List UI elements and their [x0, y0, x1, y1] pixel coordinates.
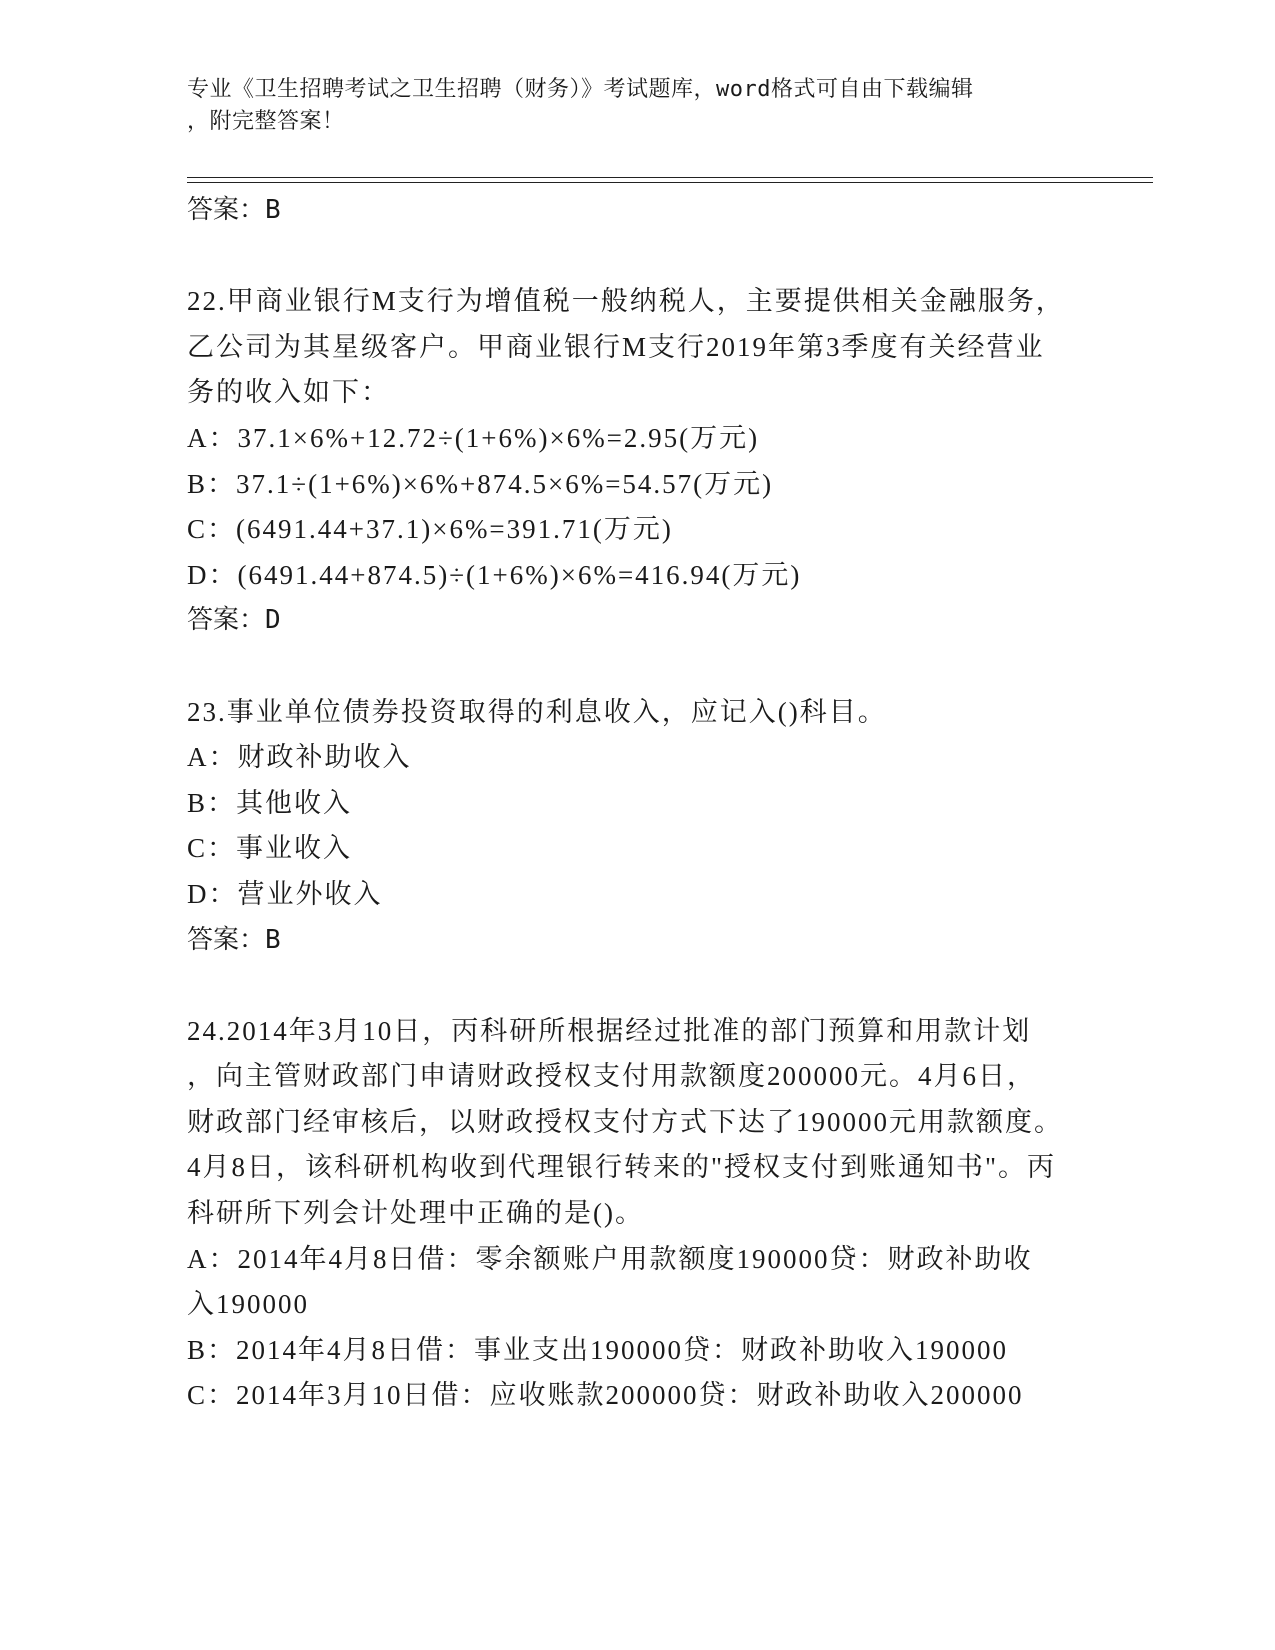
option-a-continued: 入190000: [187, 1289, 309, 1320]
option-a: A：2014年4月8日借：零余额账户用款额度190000贷：财政补助收: [187, 1243, 1033, 1274]
question-stem-line: 24.2014年3月10日，丙科研所根据经过批准的部门预算和用款计划: [187, 1015, 1032, 1046]
header-line-1: 专业《卫生招聘考试之卫生招聘（财务）》考试题库，word格式可自由下载编辑: [187, 77, 974, 102]
previous-answer: 答案：B: [187, 195, 281, 225]
question-stem-line: ，向主管财政部门申请财政授权支付用款额度200000元。4月6日，: [187, 1061, 1036, 1092]
question-content: [187, 188, 1087, 1419]
question-23: [187, 690, 1087, 964]
spacer: [187, 963, 1087, 1009]
question-stem-line: 23.事业单位债券投资取得的利息收入，应记入()科目。: [187, 696, 887, 727]
header-line-2: ，附完整答案！: [187, 109, 345, 134]
question-stem-line: 务的收入如下：: [187, 377, 390, 408]
document-header: [187, 74, 1067, 138]
option-d: D：营业外收入: [187, 878, 383, 909]
question-22: [187, 279, 1087, 644]
answer: 答案：D: [187, 605, 281, 636]
header-divider-top: [187, 177, 1153, 178]
question-stem-line: 财政部门经审核后，以财政授权支付方式下达了190000元用款额度。: [187, 1106, 1063, 1137]
option-b: B：37.1÷(1+6%)×6%+874.5×6%=54.57(万元): [187, 468, 774, 499]
spacer: [187, 644, 1087, 690]
option-d: D：(6491.44+874.5)÷(1+6%)×6%=416.94(万元): [187, 559, 802, 590]
question-stem-line: 科研所下列会计处理中正确的是()。: [187, 1198, 644, 1229]
option-b: B：2014年4月8日借：事业支出190000贷：财政补助收入190000: [187, 1334, 1009, 1365]
answer: 答案：B: [187, 924, 281, 955]
spacer: [187, 234, 1087, 280]
header-divider-bottom: [187, 182, 1153, 183]
option-b: B：其他收入: [187, 787, 353, 818]
option-c: C：事业收入: [187, 833, 353, 864]
question-stem-line: 22.甲商业银行M支行为增值税一般纳税人，主要提供相关金融服务，: [187, 286, 1065, 317]
question-24: [187, 1009, 1087, 1419]
option-a: A：37.1×6%+12.72÷(1+6%)×6%=2.95(万元): [187, 422, 760, 453]
question-stem-line: 4月8日，该科研机构收到代理银行转来的"授权支付到账通知书"。丙: [187, 1152, 1057, 1183]
question-stem-line: 乙公司为其星级客户。甲商业银行M支行2019年第3季度有关经营业: [187, 331, 1045, 362]
option-c: C：(6491.44+37.1)×6%=391.71(万元): [187, 514, 673, 545]
option-a: A：财政补助收入: [187, 742, 412, 773]
option-c: C：2014年3月10日借：应收账款200000贷：财政补助收入200000: [187, 1380, 1024, 1411]
